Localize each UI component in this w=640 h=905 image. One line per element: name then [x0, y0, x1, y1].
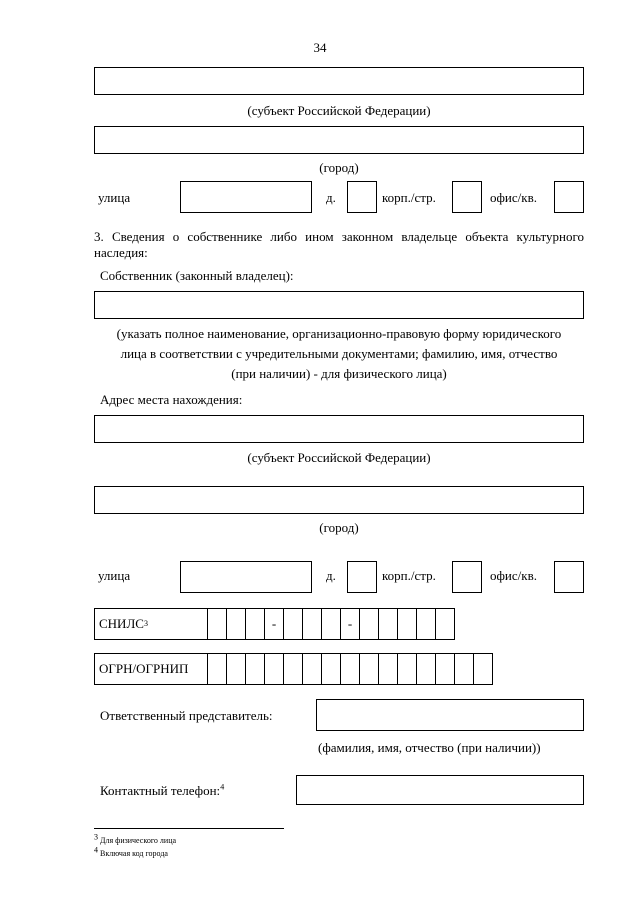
fio-hint: (фамилия, имя, отчество (при наличии))	[318, 740, 541, 755]
snils-digit-cell[interactable]	[322, 609, 341, 639]
city-field[interactable]	[94, 486, 584, 514]
street-field[interactable]	[180, 561, 312, 593]
footnote-4: $^4$ Включая код города	[94, 845, 168, 858]
city-caption: (город)	[319, 520, 359, 535]
building-label: корп./стр.	[382, 568, 436, 583]
house-label-top: д.	[326, 190, 336, 205]
snils-digit-cell[interactable]	[284, 609, 303, 639]
snils-digit-cell[interactable]	[360, 609, 379, 639]
street-field-top[interactable]	[180, 181, 312, 213]
building-field[interactable]	[452, 561, 482, 593]
street-label: улица	[98, 568, 131, 583]
office-field[interactable]	[554, 561, 584, 593]
street-label-top: улица	[98, 190, 131, 205]
snils-digit-cell[interactable]	[208, 609, 227, 639]
owner-field[interactable]	[94, 291, 584, 319]
snils-label: СНИЛС 3	[95, 609, 208, 639]
ogrn-digit-cell[interactable]	[455, 654, 474, 684]
section3-heading: 3. Сведения о собственнике либо ином законном владельце объекта культурного наследия:	[94, 229, 584, 260]
ogrn-digit-cell[interactable]	[227, 654, 246, 684]
snils-digit-cell[interactable]	[398, 609, 417, 639]
office-label-top: офис/кв.	[490, 190, 537, 205]
snils-digit-cell[interactable]	[417, 609, 436, 639]
owner-hint: (указать полное наименование, организационно-правовую форму юридического лица в соответствии с учредительными документами; фамилию, имя, отчество (при наличии) - для физического лица)	[116, 326, 562, 381]
office-label: офис/кв.	[490, 568, 537, 583]
snils-separator: -	[265, 609, 284, 639]
representative-field[interactable]	[316, 699, 584, 731]
location-label: Адрес места нахождения:	[100, 392, 243, 407]
owner-label: Собственник (законный владелец):	[100, 268, 294, 283]
building-label-top: корп./стр.	[382, 190, 436, 205]
subject-rf-field-top[interactable]	[94, 67, 584, 95]
snils-digit-cell[interactable]	[436, 609, 454, 639]
ogrn-digit-cell[interactable]	[360, 654, 379, 684]
subject-rf-caption: (субъект Российской Федерации)	[247, 450, 431, 465]
house-field-top[interactable]	[347, 181, 377, 213]
ogrn-digit-cell[interactable]	[417, 654, 436, 684]
ogrn-digit-cell[interactable]	[246, 654, 265, 684]
house-label: д.	[326, 568, 336, 583]
snils-grid	[94, 608, 455, 640]
ogrn-digit-cell[interactable]	[341, 654, 360, 684]
ogrn-digit-cell[interactable]	[379, 654, 398, 684]
city-field-top[interactable]	[94, 126, 584, 154]
snils-separator: -	[341, 609, 360, 639]
snils-digit-cell[interactable]	[379, 609, 398, 639]
ogrn-digit-cell[interactable]	[208, 654, 227, 684]
snils-digit-cell[interactable]	[227, 609, 246, 639]
snils-digit-cell[interactable]	[246, 609, 265, 639]
building-field-top[interactable]	[452, 181, 482, 213]
phone-label: Контактный телефон:$^4$	[100, 782, 225, 798]
city-caption-top: (город)	[319, 160, 359, 175]
subject-rf-caption-top: (субъект Российской Федерации)	[247, 103, 431, 118]
phone-field[interactable]	[296, 775, 584, 805]
ogrn-digit-cell[interactable]	[284, 654, 303, 684]
ogrn-digit-cell[interactable]	[265, 654, 284, 684]
house-field[interactable]	[347, 561, 377, 593]
office-field-top[interactable]	[554, 181, 584, 213]
ogrn-grid	[94, 653, 493, 685]
ogrn-digit-cell[interactable]	[474, 654, 492, 684]
snils-digit-cell[interactable]	[303, 609, 322, 639]
ogrn-digit-cell[interactable]	[303, 654, 322, 684]
ogrn-digit-cell[interactable]	[436, 654, 455, 684]
ogrn-digit-cell[interactable]	[398, 654, 417, 684]
representative-label: Ответственный представитель:	[100, 708, 273, 723]
footnote-mark-4: 4	[220, 782, 225, 792]
subject-rf-field[interactable]	[94, 415, 584, 443]
footnote-divider	[94, 828, 284, 829]
page-number: 34	[313, 40, 327, 55]
ogrn-digit-cell[interactable]	[322, 654, 341, 684]
footnote-3: $^3$ Для физического лица	[94, 832, 177, 845]
ogrn-label: ОГРН/ОГРНИП	[95, 654, 208, 684]
